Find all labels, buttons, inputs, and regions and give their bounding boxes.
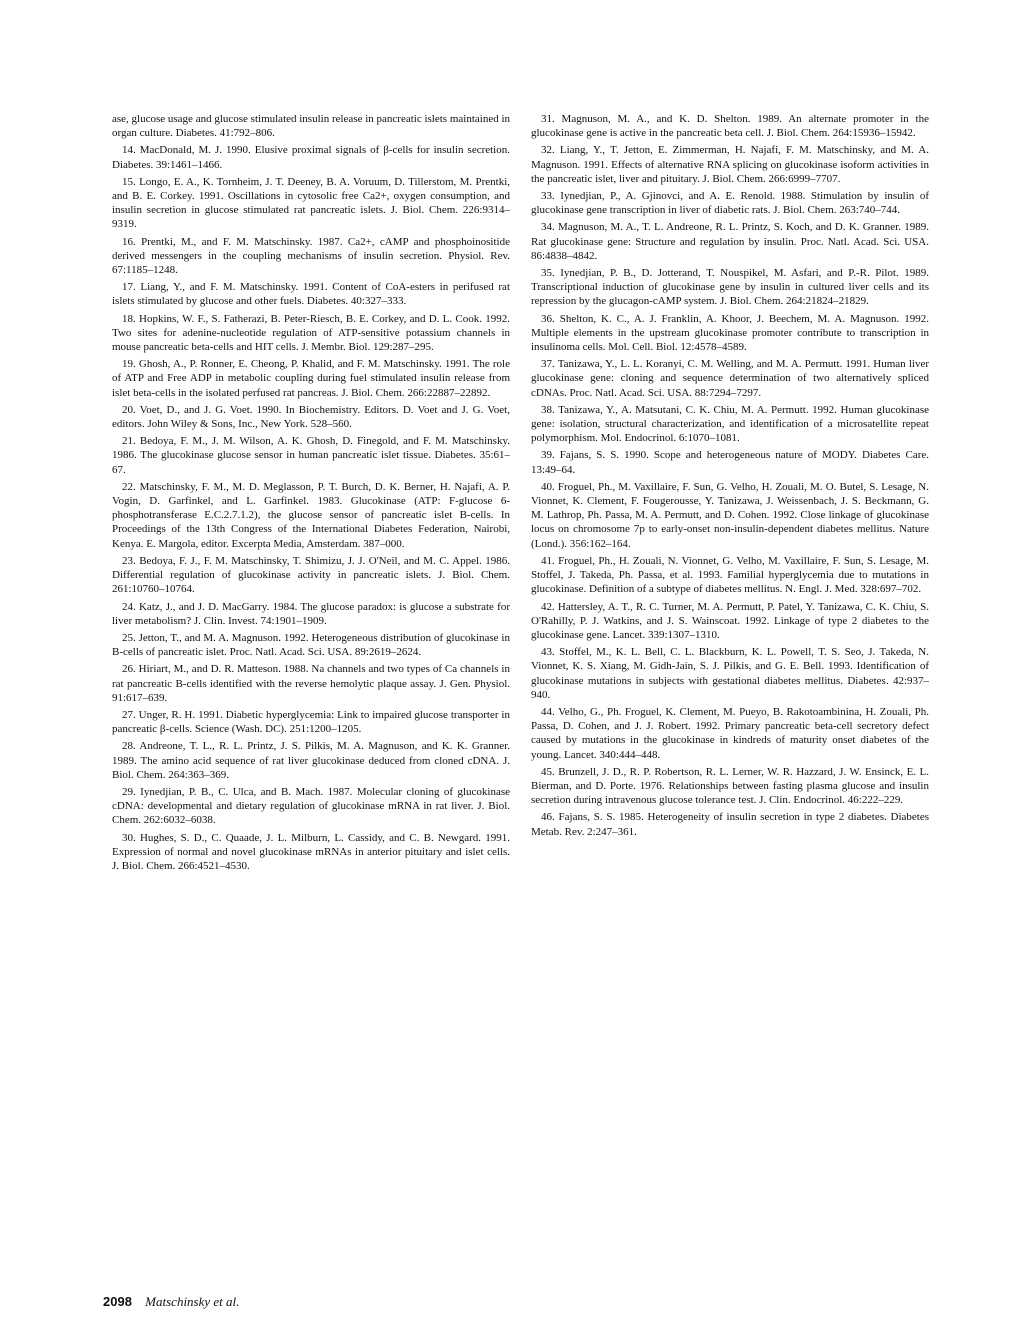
reference-item: 17. Liang, Y., and F. M. Matschinsky. 1991. Content of CoA-esters in perifused rat islets stimulated by glucose and other fuels. Diabetes. 40:327–333. bbox=[112, 281, 510, 308]
reference-item: 32. Liang, Y., T. Jetton, E. Zimmerman, H. Najafi, F. M. Matschinsky, and M. A. Magnuson. 1991. Effects of alternative RNA splicing on glucokinase isoform activities in the pancreatic islet, liver and pituitary. J. Biol. Chem. 266:6999–7707. bbox=[531, 144, 929, 185]
reference-item: 37. Tanizawa, Y., L. L. Koranyi, C. M. Welling, and M. A. Permutt. 1991. Human liver glucokinase gene: cloning and sequence determination of two alternatively spliced cDNAs. Proc. Natl. Acad. Sci. USA. 88:7294–7297. bbox=[531, 358, 929, 399]
reference-item: 21. Bedoya, F. M., J. M. Wilson, A. K. Ghosh, D. Finegold, and F. M. Matschinsky. 1986. The glucokinase glucose sensor in human pancreatic islet tissue. Diabetes. 35:61–67. bbox=[112, 435, 510, 476]
reference-item: 40. Froguel, Ph., M. Vaxillaire, F. Sun, G. Velho, H. Zouali, M. O. Butel, S. Lesage, N. Vionnet, K. Clement, F. Fougerousse, Y. Tanizawa, J. Weissenbach, J. S. Beckmann, G. M. Lathrop, Ph. Passa, M. A. Permutt, and D. Cohen. 1992. Close linkage of glucokinase locus on chromosome 7p to early-onset non-insulin-dependent diabetes mellitus. Nature (Lond.). 356:162–164. bbox=[531, 480, 929, 550]
reference-item: 31. Magnuson, M. A., and K. D. Shelton. 1989. An alternate promoter in the glucokinase gene is active in the pancreatic beta cell. J. Biol. Chem. 264:15936–15942. bbox=[531, 113, 929, 140]
reference-item: 26. Hiriart, M., and D. R. Matteson. 1988. Na channels and two types of Ca channels in rat pancreatic B-cells identified with the reverse hemolytic plaque assay. J. Gen. Physiol. 91:617–639. bbox=[112, 663, 510, 704]
reference-item: 25. Jetton, T., and M. A. Magnuson. 1992. Heterogeneous distribution of glucokinase in B-cells of pancreatic islet. Proc. Natl. Acad. Sci. USA. 89:2619–2624. bbox=[112, 631, 510, 659]
reference-column-right bbox=[531, 112, 929, 842]
reference-item: 19. Ghosh, A., P. Ronner, E. Cheong, P. Khalid, and F. M. Matschinsky. 1991. The role of ATP and Free ADP in metabolic coupling during fuel stimulated insulin release from islet beta-cells in the isolated perfused rat pancreas. J. Biol. Chem. 266:22887–22892. bbox=[112, 358, 510, 399]
reference-item: 15. Longo, E. A., K. Tornheim, J. T. Deeney, B. A. Voruum, D. Tillerstom, M. Prentki, and B. E. Corkey. 1991. Oscillations in cytosolic free Ca2+, oxygen consumption, and insulin secretion in glucose stimulated rat pancreatic islets. J. Biol. Chem. 226:9314–9319. bbox=[112, 175, 510, 231]
reference-item: 29. Iynedjian, P. B., C. Ulca, and B. Mach. 1987. Molecular cloning of glucokinase cDNA: developmental and dietary regulation of glucokinase mRNA in rat liver. J. Biol. Chem. 262:6032–6038. bbox=[112, 785, 510, 827]
reference-item: 34. Magnuson, M. A., T. L. Andreone, R. L. Printz, S. Koch, and D. K. Granner. 1989. Rat glucokinase gene: Structure and regulation by insulin. Proc. Natl. Acad. Sci. USA. 86:4838–4842. bbox=[531, 221, 929, 262]
reference-item: 43. Stoffel, M., K. L. Bell, C. L. Blackburn, K. L. Powell, T. S. Seo, J. Takeda, N. Vionnet, K. S. Xiang, M. Gidh-Jain, S. J. Pilkis, and G. E. Bell. 1993. Identification of glucokinase mutations in subjects with gestational diabetes mellitus. Diabetes. 42:937–940. bbox=[531, 646, 929, 701]
reference-item: 20. Voet, D., and J. G. Voet. 1990. In Biochemistry. Editors. D. Voet and J. G. Voet, editors. John Wiley & Sons, Inc., New York. 528–560. bbox=[112, 403, 510, 431]
reference-item: 42. Hattersley, A. T., R. C. Turner, M. A. Permutt, P. Patel, Y. Tanizawa, C. K. Chiu, S. O'Rahilly, P. J. Watkins, and J. S. Wainscoat. 1992. Linkage of type 2 diabetes to the glucokinase gene. Lancet. 339:1307–1310. bbox=[531, 600, 929, 641]
reference-item: 39. Fajans, S. S. 1990. Scope and heterogeneous nature of MODY. Diabetes Care. 13:49–64. bbox=[531, 449, 929, 476]
reference-item: 30. Hughes, S. D., C. Quaade, J. L. Milburn, L. Cassidy, and C. B. Newgard. 1991. Expression of normal and novel glucokinase mRNAs in anterior pituitary and islet cells. J. Biol. Chem. 266:4521–4530. bbox=[112, 831, 510, 872]
reference-item: 33. Iynedjian, P., A. Gjinovci, and A. E. Renold. 1988. Stimulation by insulin of glucokinase gene transcription in liver of diabetic rats. J. Biol. Chem. 263:740–744. bbox=[531, 190, 929, 217]
reference-item: 44. Velho, G., Ph. Froguel, K. Clement, M. Pueyo, B. Rakotoambinina, H. Zouali, Ph. Passa, D. Cohen, and J. J. Robert. 1992. Primary pancreatic beta-cell secretory defect caused by mutations in the glucokinase in kindreds of maturity onset diabetes of the young. Lancet. 340:444–448. bbox=[531, 705, 929, 761]
reference-item: 27. Unger, R. H. 1991. Diabetic hyperglycemia: Link to impaired glucose transporter in pancreatic β-cells. Science (Wash. DC). 251:1200–1205. bbox=[112, 708, 510, 736]
reference-item: 41. Froguel, Ph., H. Zouali, N. Vionnet, G. Velho, M. Vaxillaire, F. Sun, S. Lesage, M. Stoffel, J. Takeda, Ph. Passa, et al. 1993. Familial hyperglycemia due to mutations in glucokinase. Definition of a subtype of diabetes mellitus. N. Engl. J. Med. 328:697–702. bbox=[531, 554, 929, 596]
page-number: 2098 bbox=[103, 1294, 132, 1309]
reference-column-left bbox=[112, 112, 510, 876]
reference-item: 23. Bedoya, F. J., F. M. Matschinsky, T. Shimizu, J. J. O'Neil, and M. C. Appel. 1986. Differential regulation of glucokinase activity in pancreatic islets. J. Biol. Chem. 261:10760–10764. bbox=[112, 554, 510, 596]
reference-item: 36. Shelton, K. C., A. J. Franklin, A. Khoor, J. Beechem, M. A. Magnuson. 1992. Multiple elements in the upstream glucokinase promoter contribute to transcription in insulinoma cells. Mol. Cell. Biol. 12:4578–4589. bbox=[531, 312, 929, 354]
reference-item: 28. Andreone, T. L., R. L. Printz, J. S. Pilkis, M. A. Magnuson, and K. K. Granner. 1989. The amino acid sequence of rat liver glucokinase deduced from cloned cDNA. J. Biol. Chem. 264:363–369. bbox=[112, 740, 510, 781]
reference-item: 14. MacDonald, M. J. 1990. Elusive proximal signals of β-cells for insulin secretion. Diabetes. 39:1461–1466. bbox=[112, 144, 510, 171]
reference-item: 24. Katz, J., and J. D. MacGarry. 1984. The glucose paradox: is glucose a substrate for liver metabolism? J. Clin. Invest. 74:1901–1909. bbox=[112, 600, 510, 627]
running-title: Matschinsky et al. bbox=[145, 1294, 240, 1309]
reference-item: 35. Iynedjian, P. B., D. Jotterand, T. Nouspikel, M. Asfari, and P.-R. Pilot. 1989. Transcriptional induction of glucokinase gene by insulin in cultured liver cells and its repression by the glucagon-cAMP system. J. Biol. Chem. 264:21824–21829. bbox=[531, 267, 929, 308]
reference-item: 45. Brunzell, J. D., R. P. Robertson, R. L. Lerner, W. R. Hazzard, J. W. Ensinck, E. L. Bierman, and D. Porte. 1976. Relationships between fasting plasma glucose and insulin secretion during intravenous glucose tolerance test. J. Clin. Endocrinol. 46:222–229. bbox=[531, 765, 929, 807]
reference-item: 46. Fajans, S. S. 1985. Heterogeneity of insulin secretion in type 2 diabetes. Diabetes Metab. Rev. 2:247–361. bbox=[531, 811, 929, 838]
reference-item: ase, glucose usage and glucose stimulated insulin release in pancreatic islets maintained in organ culture. Diabetes. 41:792–806. bbox=[112, 113, 511, 140]
reference-item: 38. Tanizawa, Y., A. Matsutani, C. K. Chiu, M. A. Permutt. 1992. Human glucokinase gene: isolation, structural characterization, and identification of a microsatellite repeat polymorphism. Mol. Endocrinol. 6:1070–1081. bbox=[531, 403, 929, 445]
reference-item: 16. Prentki, M., and F. M. Matschinsky. 1987. Ca2+, cAMP and phosphoinositide derived messengers in the coupling mechanisms of insulin secretion. Physiol. Rev. 67:1185–1248. bbox=[112, 235, 510, 277]
page-footer bbox=[103, 1294, 239, 1310]
reference-item: 18. Hopkins, W. F., S. Fatherazi, B. Peter-Riesch, B. E. Corkey, and D. L. Cook. 1992. Two sites for adenine-nucleotide regulation of ATP-sensitive potassium channels in mouse pancreatic beta-cells and HIT cells. J. Membr. Biol. 129:287–295. bbox=[112, 312, 510, 354]
reference-item: 22. Matschinsky, F. M., M. D. Meglasson, P. T. Burch, D. K. Berner, H. Najafi, A. P. Vogin, D. Garfinkel, and L. Garfinkel. 1983. Glucokinase (ATP: F-glucose 6-phosphotransferase E.C.2.7.1.2), the glucose sensor of pancreatic islet B-cells. In Proceedings of the 13th Congress of the International Diabetes Federation, Nairobi, Kenya. E. Margola, editor. Excerpta Media, Amsterdam. 387–000. bbox=[112, 480, 510, 550]
